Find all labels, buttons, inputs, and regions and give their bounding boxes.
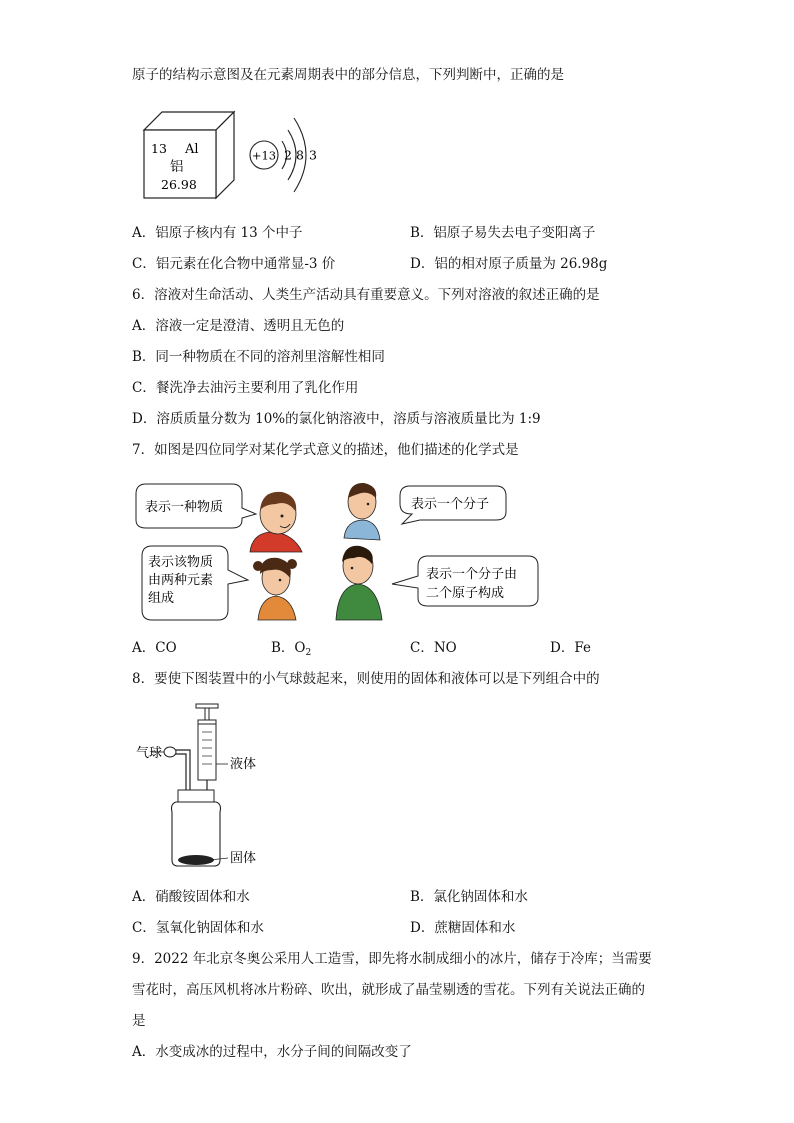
q9-stem-line-3: 是: [132, 1013, 146, 1029]
bubble-2-text: 表示一个分子: [411, 497, 490, 512]
solid-pile: [178, 855, 214, 865]
q8-stem: 8．要使下图装置中的小气球鼓起来，则使用的固体和液体可以是下列组合中的: [132, 671, 600, 687]
atomic-mass: 26.98: [161, 177, 197, 192]
q7-stem: 7．如图是四位同学对某化学式意义的描述，他们描述的化学式是: [132, 442, 519, 458]
q6-option-a[interactable]: A．溶液一定是澄清、透明且无色的: [132, 318, 345, 334]
q8-option-a[interactable]: A．硝酸铵固体和水: [132, 889, 250, 905]
bubble-3-line-2: 由两种元素: [148, 573, 214, 588]
q5-option-c[interactable]: C．铝元素在化合物中通常显-3 价: [132, 256, 336, 272]
shell-1-electrons: 2: [284, 147, 292, 163]
aluminum-element-card: [140, 108, 240, 203]
bubble-3-line-3: 组成: [148, 591, 175, 606]
balloon-label: 气球: [136, 746, 163, 761]
bubble-4-line-2: 二个原子构成: [426, 586, 505, 601]
balloon-shape: [164, 747, 176, 757]
balloon-apparatus-diagram: [132, 700, 272, 870]
q5-option-a[interactable]: A．铝原子核内有 13 个中子: [132, 225, 303, 241]
q5-option-d[interactable]: D．铝的相对原子质量为 26.98g: [410, 256, 608, 272]
q7-option-b[interactable]: [271, 639, 311, 662]
q9-option-a[interactable]: A．水变成冰的过程中，水分子间的间隔改变了: [132, 1044, 412, 1060]
bubble-3-line-1: 表示该物质: [148, 555, 214, 570]
solid-label: 固体: [230, 851, 257, 866]
syringe-barrel: [198, 724, 216, 780]
element-symbol: Al: [185, 142, 199, 157]
element-name: 铝: [170, 159, 184, 175]
q7-option-c[interactable]: C．NO: [410, 640, 457, 656]
q6-option-c[interactable]: C．餐洗净去油污主要利用了乳化作用: [132, 380, 359, 396]
q9-stem-line-2: 雪花时，高压风机将冰片粉碎、吹出，就形成了晶莹剔透的雪花。下列有关说法正确的: [132, 982, 645, 998]
q5-option-b[interactable]: B．铝原子易失去电子变阳离子: [410, 225, 596, 241]
student-4-figure: [336, 546, 382, 620]
q8-option-c[interactable]: C．氢氧化钠固体和水: [132, 920, 264, 936]
q7-option-b-label: B．O: [271, 640, 306, 656]
bubble-1-text: 表示一种物质: [145, 500, 224, 515]
q7-option-a[interactable]: A．CO: [132, 640, 177, 656]
q5-stem: 原子的结构示意图及在元素周期表中的部分信息，下列判断中，正确的是: [132, 67, 564, 83]
q8-option-d[interactable]: D．蔗糖固体和水: [410, 920, 516, 936]
q7-option-d[interactable]: D．Fe: [550, 640, 591, 656]
q8-option-b[interactable]: B．氯化钠固体和水: [410, 889, 528, 905]
rubber-stopper: [178, 790, 214, 802]
bubble-4-line-1: 表示一个分子由: [426, 567, 518, 582]
student-3-figure: [253, 558, 297, 620]
q6-option-b[interactable]: B．同一种物质在不同的溶剂里溶解性相同: [132, 349, 385, 365]
student-1-figure: [250, 492, 302, 552]
q6-stem: 6．溶液对生命活动、人类生产活动具有重要意义。下列对溶液的叙述正确的是: [132, 287, 600, 303]
q9-stem-line-1: 9．2022 年北京冬奥公采用人工造雪，即先将水制成细小的冰片，储存于冷库；当需要: [132, 951, 652, 967]
shell-2-electrons: 8: [296, 147, 304, 163]
liquid-label: 液体: [230, 757, 257, 772]
q6-option-d[interactable]: D．溶质质量分数为 10%的氯化钠溶液中，溶质与溶液质量比为 1:9: [132, 411, 541, 427]
q7-option-b-subscript: 2: [305, 648, 312, 658]
shell-3-electrons: 3: [309, 147, 317, 163]
nucleus-charge: +13: [251, 148, 277, 163]
aluminum-atom-structure: [248, 108, 338, 203]
atomic-number: 13: [151, 141, 167, 156]
student-2-figure: [344, 483, 380, 540]
students-dialogue-illustration: [132, 474, 552, 622]
